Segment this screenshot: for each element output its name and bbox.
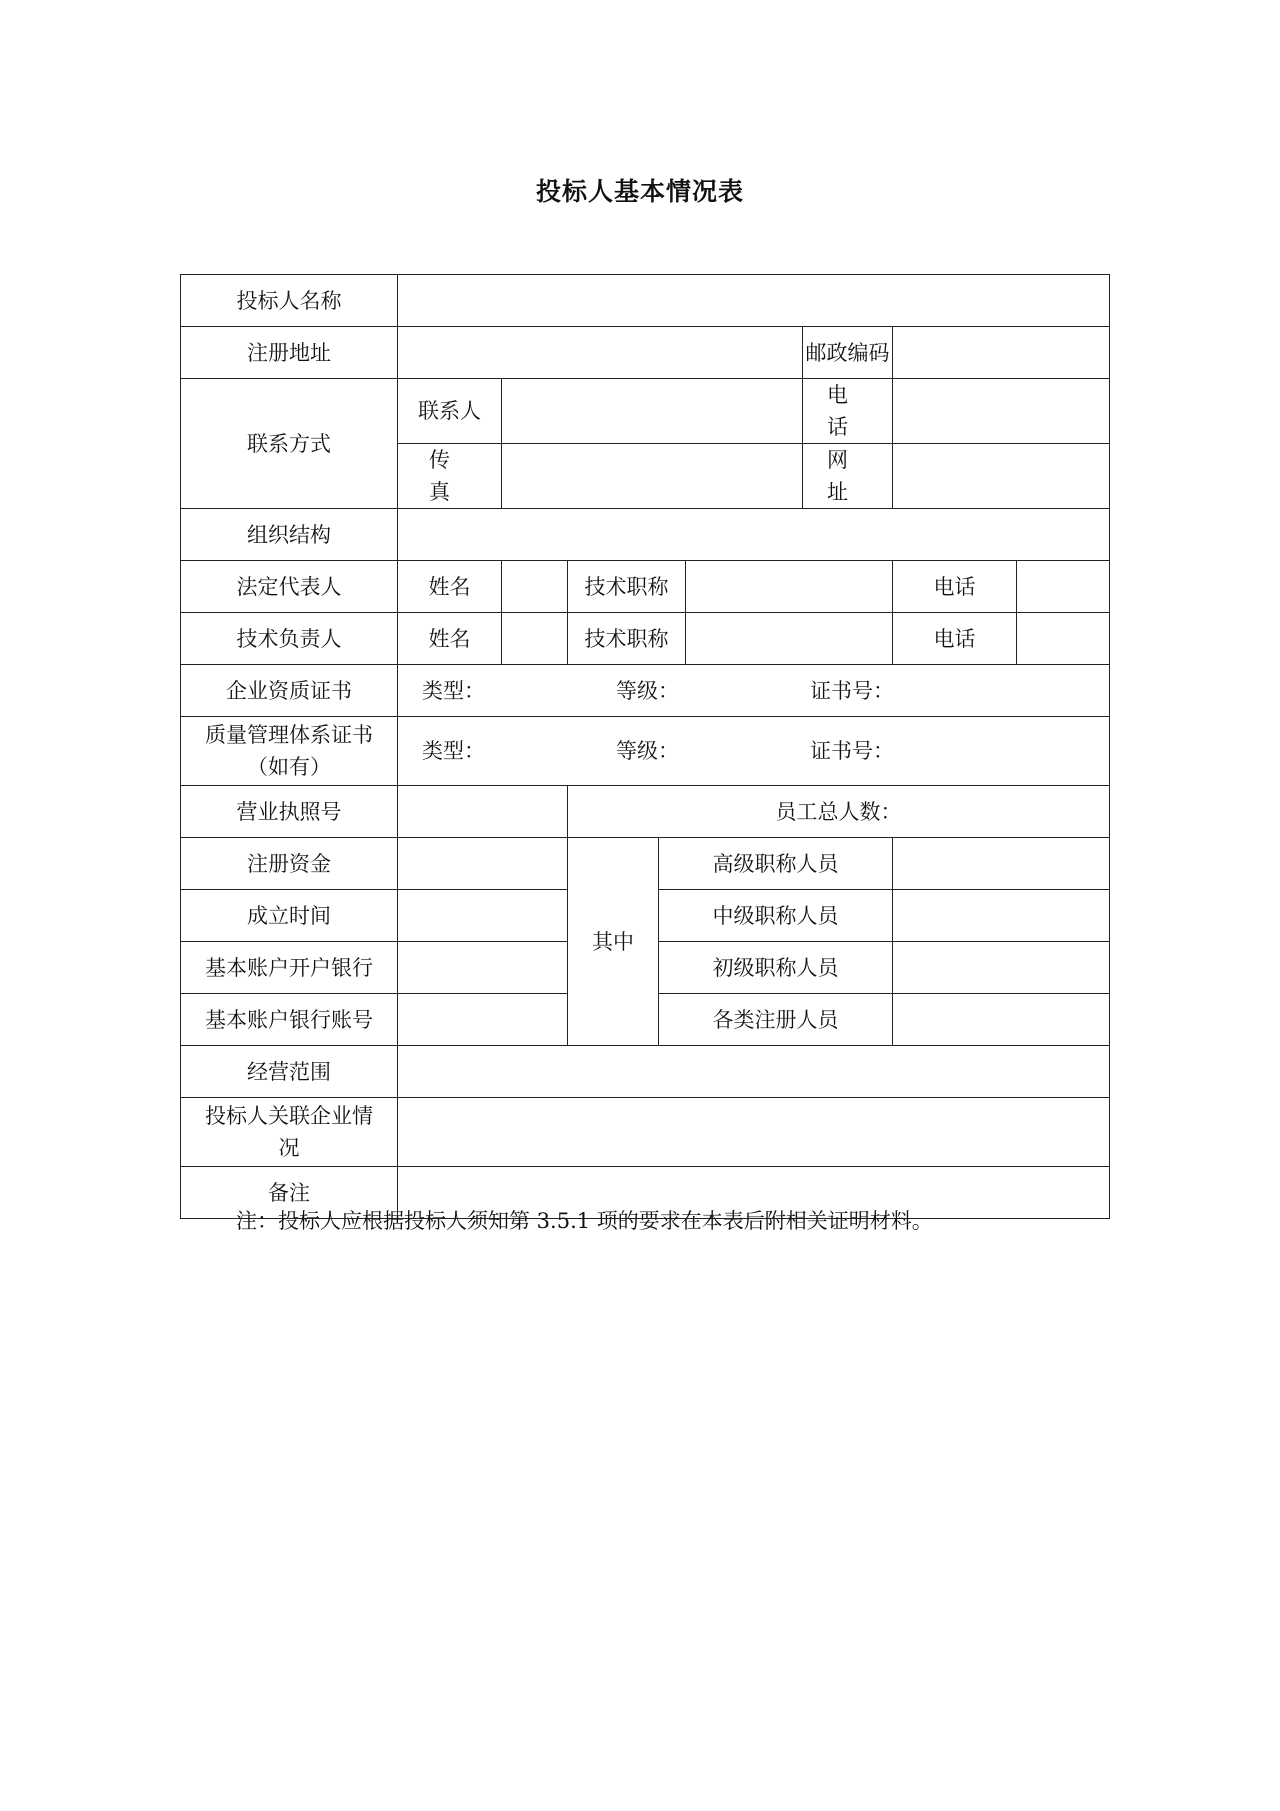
quality-cert-no: 证书号： bbox=[810, 739, 894, 763]
label-founded: 成立时间 bbox=[181, 890, 398, 942]
label-postal-code: 邮政编码 bbox=[803, 327, 893, 379]
label-account: 基本账户银行账号 bbox=[181, 994, 398, 1046]
label-contact-phone: 电 话 bbox=[803, 379, 893, 444]
label-related: 投标人关联企业情况 bbox=[181, 1098, 398, 1167]
value-postal-code[interactable] bbox=[893, 327, 1110, 379]
value-tech-lead-title[interactable] bbox=[686, 613, 893, 665]
row-quality-cert bbox=[181, 717, 1110, 786]
label-qual-cert: 企业资质证书 bbox=[181, 665, 398, 717]
value-founded[interactable] bbox=[398, 890, 568, 942]
label-junior-staff: 初级职称人员 bbox=[659, 942, 893, 994]
value-legal-rep-title[interactable] bbox=[686, 561, 893, 613]
label-contact: 联系方式 bbox=[181, 379, 398, 509]
row-tech-lead bbox=[181, 613, 1110, 665]
value-registered-staff[interactable] bbox=[893, 994, 1110, 1046]
label-business-scope: 经营范围 bbox=[181, 1046, 398, 1098]
value-fax[interactable] bbox=[502, 444, 803, 509]
label-contact-person: 联系人 bbox=[398, 379, 502, 444]
value-tech-lead-name[interactable] bbox=[502, 613, 568, 665]
label-legal-rep-title: 技术职称 bbox=[568, 561, 686, 613]
quality-cert-type: 类型： bbox=[422, 739, 485, 763]
row-qual-cert bbox=[181, 665, 1110, 717]
value-bank[interactable] bbox=[398, 942, 568, 994]
label-total-staff: 员工总人数： bbox=[568, 786, 1110, 838]
row-related bbox=[181, 1098, 1110, 1167]
row-reg-capital bbox=[181, 838, 1110, 890]
value-legal-rep-phone[interactable] bbox=[1017, 561, 1110, 613]
value-business-scope[interactable] bbox=[398, 1046, 1110, 1098]
label-bidder-name: 投标人名称 bbox=[181, 275, 398, 327]
label-website: 网 址 bbox=[803, 444, 893, 509]
value-legal-rep-name[interactable] bbox=[502, 561, 568, 613]
label-legal-rep: 法定代表人 bbox=[181, 561, 398, 613]
label-senior-staff: 高级职称人员 bbox=[659, 838, 893, 890]
label-org-structure: 组织结构 bbox=[181, 509, 398, 561]
value-junior-staff[interactable] bbox=[893, 942, 1110, 994]
value-qual-cert[interactable] bbox=[398, 665, 1110, 717]
label-tech-lead-name: 姓名 bbox=[398, 613, 502, 665]
row-bidder-name bbox=[181, 275, 1110, 327]
label-registered-staff: 各类注册人员 bbox=[659, 994, 893, 1046]
row-legal-rep bbox=[181, 561, 1110, 613]
label-license-no: 营业执照号 bbox=[181, 786, 398, 838]
value-quality-cert[interactable] bbox=[398, 717, 1110, 786]
label-bank: 基本账户开户银行 bbox=[181, 942, 398, 994]
label-remarks: 备注 bbox=[181, 1167, 398, 1219]
label-legal-rep-name: 姓名 bbox=[398, 561, 502, 613]
value-bidder-name[interactable] bbox=[398, 275, 1110, 327]
bidder-info-table bbox=[180, 274, 1110, 1219]
value-related[interactable] bbox=[398, 1098, 1110, 1167]
row-contact-1 bbox=[181, 379, 1110, 444]
value-senior-staff[interactable] bbox=[893, 838, 1110, 890]
row-reg-address bbox=[181, 327, 1110, 379]
footnote: 注：投标人应根据投标人须知第 3.5.1 项的要求在本表后附相关证明材料。 bbox=[236, 1209, 933, 1233]
value-reg-capital[interactable] bbox=[398, 838, 568, 890]
label-quality-cert: 质量管理体系证书（如有） bbox=[181, 717, 398, 786]
value-tech-lead-phone[interactable] bbox=[1017, 613, 1110, 665]
label-among: 其中 bbox=[568, 838, 659, 1046]
value-org-structure[interactable] bbox=[398, 509, 1110, 561]
page-title: 投标人基本情况表 bbox=[535, 177, 744, 206]
value-contact-phone[interactable] bbox=[893, 379, 1110, 444]
quality-cert-grade: 等级： bbox=[616, 739, 679, 763]
qual-cert-no: 证书号： bbox=[810, 678, 894, 703]
value-website[interactable] bbox=[893, 444, 1110, 509]
label-fax: 传 真 bbox=[398, 444, 502, 509]
row-business-scope bbox=[181, 1046, 1110, 1098]
value-intermediate-staff[interactable] bbox=[893, 890, 1110, 942]
label-tech-lead: 技术负责人 bbox=[181, 613, 398, 665]
qual-cert-type: 类型： bbox=[422, 678, 485, 703]
value-license-no[interactable] bbox=[398, 786, 568, 838]
row-org-structure bbox=[181, 509, 1110, 561]
label-legal-rep-phone: 电话 bbox=[893, 561, 1017, 613]
value-account[interactable] bbox=[398, 994, 568, 1046]
value-reg-address[interactable] bbox=[398, 327, 803, 379]
value-contact-person[interactable] bbox=[502, 379, 803, 444]
label-tech-lead-title: 技术职称 bbox=[568, 613, 686, 665]
row-license bbox=[181, 786, 1110, 838]
label-tech-lead-phone: 电话 bbox=[893, 613, 1017, 665]
qual-cert-grade: 等级： bbox=[616, 678, 679, 703]
label-intermediate-staff: 中级职称人员 bbox=[659, 890, 893, 942]
label-reg-address: 注册地址 bbox=[181, 327, 398, 379]
label-reg-capital: 注册资金 bbox=[181, 838, 398, 890]
